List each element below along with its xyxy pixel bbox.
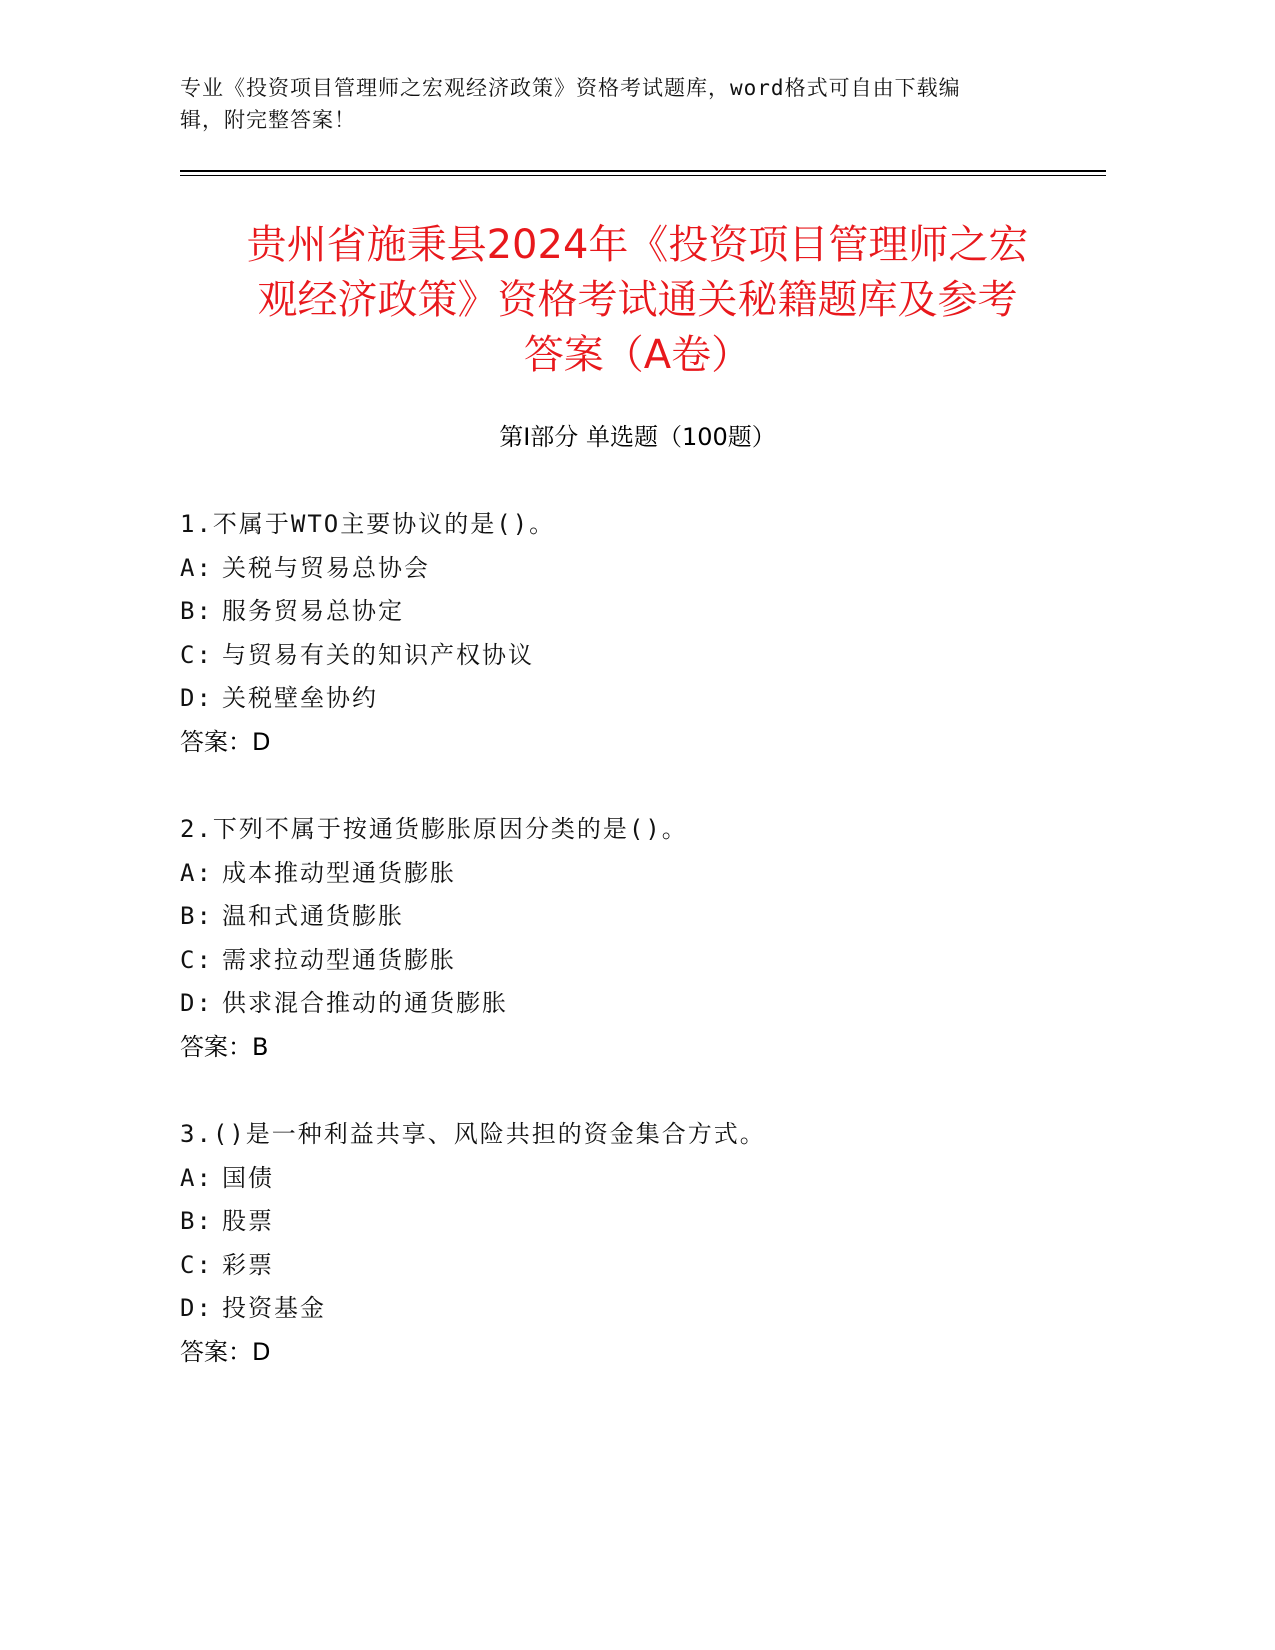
- answer-line: 答案：D: [180, 727, 271, 756]
- question-2: [180, 808, 1080, 1069]
- header-divider-thick: [180, 170, 1106, 172]
- option-a: [180, 1157, 1080, 1201]
- option-a: [180, 852, 1080, 896]
- title-line-2: 观经济政策》资格考试通关秘籍题库及参考: [257, 277, 1018, 323]
- option-c: [180, 634, 1080, 678]
- question-stem: 1.不属于WTO主要协议的是()。: [180, 510, 556, 538]
- option-text: 与贸易有关的知识产权协议: [222, 640, 534, 669]
- option-letter: A:: [180, 1163, 213, 1192]
- header-note: [180, 72, 1040, 136]
- option-c: [180, 1244, 1080, 1288]
- title-line-1: 贵州省施秉县2024年《投资项目管理师之宏: [246, 222, 1029, 268]
- option-d: [180, 1287, 1080, 1331]
- option-text: 彩票: [222, 1250, 274, 1279]
- option-d: [180, 677, 1080, 721]
- option-text: 投资基金: [222, 1294, 326, 1322]
- question-stem: 3.()是一种利益共享、风险共担的资金集合方式。: [180, 1120, 766, 1148]
- option-letter: D:: [180, 989, 213, 1017]
- document-title: [160, 218, 1115, 383]
- answer-line: 答案：D: [180, 1337, 271, 1366]
- option-text: 关税壁垒协约: [222, 684, 378, 712]
- option-letter: C:: [180, 1250, 213, 1279]
- header-note-line-1: 专业《投资项目管理师之宏观经济政策》资格考试题库，word格式可自由下载编: [180, 76, 961, 100]
- option-letter: D:: [180, 684, 213, 712]
- option-c: [180, 939, 1080, 983]
- option-letter: C:: [180, 945, 213, 974]
- section-heading: 第Ⅰ部分 单选题（100题）: [499, 423, 776, 451]
- option-letter: B:: [180, 597, 213, 625]
- question-1: [180, 503, 1080, 764]
- header-divider-thin: [180, 175, 1106, 176]
- option-text: 需求拉动型通货膨胀: [222, 945, 456, 974]
- option-text: 温和式通货膨胀: [222, 902, 404, 930]
- title-line-3: 答案（A卷）: [523, 332, 752, 378]
- header-note-line-2: 辑，附完整答案！: [180, 108, 356, 132]
- option-a: [180, 547, 1080, 591]
- option-text: 国债: [222, 1163, 274, 1192]
- option-letter: B:: [180, 1207, 213, 1235]
- option-text: 成本推动型通货膨胀: [222, 858, 456, 887]
- option-text: 股票: [222, 1207, 274, 1235]
- option-letter: A:: [180, 858, 213, 887]
- option-d: [180, 982, 1080, 1026]
- option-letter: D:: [180, 1294, 213, 1322]
- question-stem: 2.下列不属于按通货膨胀原因分类的是()。: [180, 815, 688, 843]
- question-3: [180, 1113, 1080, 1374]
- option-text: 供求混合推动的通货膨胀: [222, 989, 508, 1017]
- option-text: 关税与贸易总协会: [222, 553, 430, 582]
- answer-line: 答案：B: [180, 1032, 269, 1061]
- option-b: [180, 590, 1080, 634]
- option-b: [180, 1200, 1080, 1244]
- option-b: [180, 895, 1080, 939]
- option-letter: A:: [180, 553, 213, 582]
- option-text: 服务贸易总协定: [222, 597, 404, 625]
- option-letter: B:: [180, 902, 213, 930]
- option-letter: C:: [180, 640, 213, 669]
